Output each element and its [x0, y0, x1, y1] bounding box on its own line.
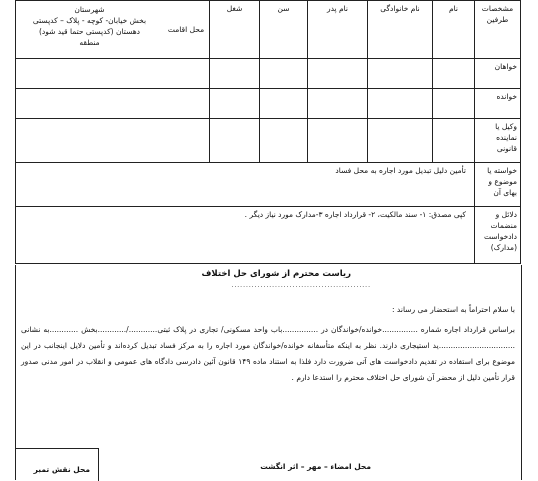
- plaintiff-father-name[interactable]: [308, 59, 368, 89]
- attorney-age[interactable]: [260, 119, 308, 163]
- defendant-first-name[interactable]: [433, 89, 475, 119]
- defendant-address[interactable]: [16, 89, 210, 119]
- header-address-line3: دهستان (کدپستی حتما قید شود): [38, 27, 141, 36]
- plaintiff-address[interactable]: [16, 59, 210, 89]
- header-last-name: نام خانوادگی: [368, 1, 433, 59]
- defendant-father-name[interactable]: [308, 89, 368, 119]
- header-father-name: نام پدر: [308, 1, 368, 59]
- parties-table: [15, 0, 521, 264]
- request-label: خواسته یا موضوع و بهای آن: [475, 163, 521, 207]
- evidence-label: دلائل و منضمات دادخواست (مدارک): [475, 207, 521, 264]
- stamp-label: محل نقش تمبر: [33, 465, 90, 474]
- attorney-job[interactable]: [210, 119, 260, 163]
- defendant-last-name[interactable]: [368, 89, 433, 119]
- salutation: با سلام احتراماً به استحضار می رساند :: [392, 305, 515, 314]
- row-plaintiff-label: خواهان: [475, 59, 521, 89]
- attorney-address[interactable]: [16, 119, 210, 163]
- signature-label: محل امضاء – مهر – اثر انگشت: [260, 462, 371, 471]
- plaintiff-age[interactable]: [260, 59, 308, 89]
- notice-dotted-line: ................................................: [231, 282, 371, 289]
- header-address-line4: منطقه: [79, 38, 100, 47]
- notice-section: [15, 265, 522, 480]
- evidence-value[interactable]: کپی مصدق: ۱- سند مالکیت، ۲- قرارداد اجاره ۳-مدارک مورد نیاز دیگر .: [16, 207, 475, 264]
- defendant-age[interactable]: [260, 89, 308, 119]
- attorney-first-name[interactable]: [433, 119, 475, 163]
- header-address-line1: شهرستان: [74, 5, 105, 14]
- header-residence-label: محل اقامت: [167, 24, 205, 34]
- header-parties: مشخصات طرفین: [475, 1, 521, 59]
- header-job: شغل: [210, 1, 260, 59]
- header-residence: [16, 1, 210, 59]
- header-address: [16, 1, 163, 57]
- plaintiff-last-name[interactable]: [368, 59, 433, 89]
- plaintiff-first-name[interactable]: [433, 59, 475, 89]
- attorney-father-name[interactable]: [308, 119, 368, 163]
- defendant-job[interactable]: [210, 89, 260, 119]
- stamp-box: [16, 448, 99, 481]
- header-first-name: نام: [433, 1, 475, 59]
- plaintiff-job[interactable]: [210, 59, 260, 89]
- row-defendant-label: خوانده: [475, 89, 521, 119]
- notice-title: ریاست محترم از شورای حل اختلاف: [201, 269, 351, 279]
- request-value[interactable]: تأمین دلیل تبدیل مورد اجاره به محل فساد: [16, 163, 475, 207]
- header-address-line2: بخش خیابان- کوچه - پلاک – کدپستی: [32, 16, 147, 25]
- header-age: سن: [260, 1, 308, 59]
- row-attorney-label: وکیل یا نماینده قانونی: [475, 119, 521, 163]
- petition-body[interactable]: براساس قرارداد اجاره شماره ...............خوانده/خواندگان در ...............باب واحد مسکونی/ تجاری در پلاک ثبتی............/............بخش ............به نشانی ................................ید استیجاری دارند. نظر به اینکه متأسفانه خوانده/خواندگان مورد اجاره را به مرکز فساد تبدیل کرده‌اند و تأمین دلایل اینجانب در این موضوع برای استفاده در تقدیم دادخواست های آتی ضرورت دارد فلذا به استناد ماده ۱۴۹ قانون آئین دادرسی دادگاه های عمومی و انقلاب در امور مدنی صدور قرار تأمین دلیل از محضر آن شورای حل اختلاف محترم را استدعا دارم .: [21, 325, 516, 382]
- attorney-last-name[interactable]: [368, 119, 433, 163]
